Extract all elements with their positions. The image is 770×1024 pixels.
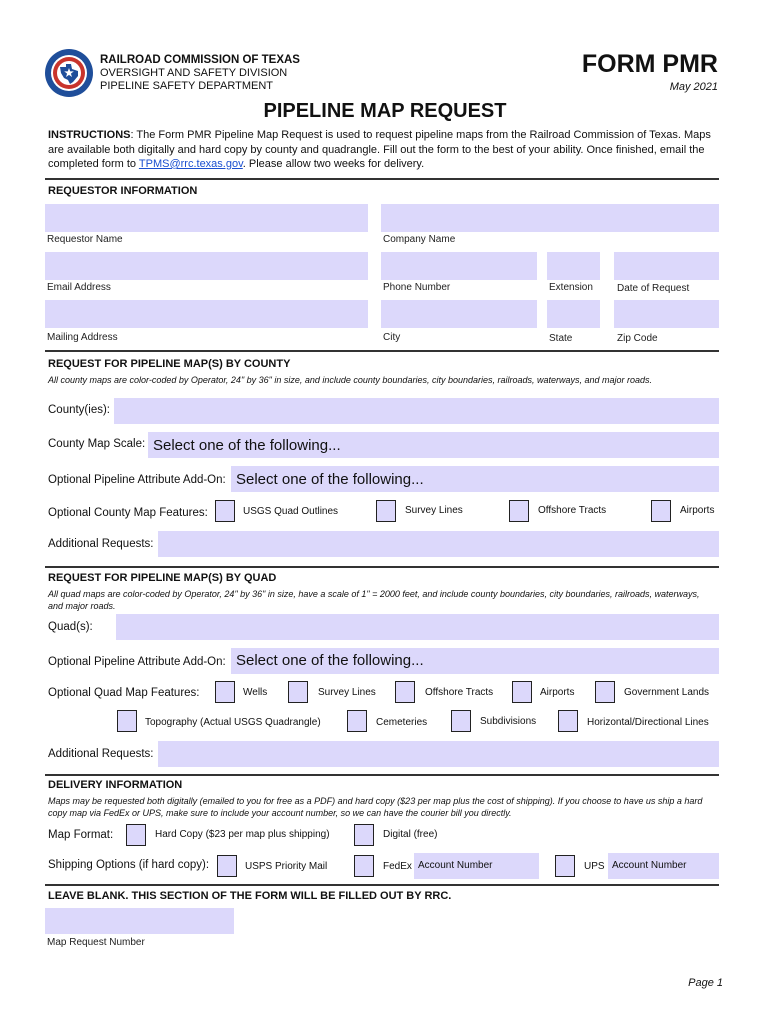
- seal-logo: [44, 48, 94, 98]
- quad-addon-label: Optional Pipeline Attribute Add-On:: [48, 656, 226, 668]
- quad-addon-value: Select one of the following...: [236, 652, 424, 669]
- ups-account-placeholder: Account Number: [612, 860, 687, 871]
- company-name-label: Company Name: [383, 234, 456, 245]
- quad-offshore-tracts-label: Offshore Tracts: [425, 687, 494, 698]
- county-note: All county maps are color-coded by Operator, 24" by 36" in size, and include county boundaries, city boundaries, railroads, waterways, and major roads.: [48, 375, 653, 385]
- quad-additional-label: Additional Requests:: [48, 748, 154, 760]
- division-name: OVERSIGHT AND SAFETY DIVISION: [100, 67, 288, 79]
- county-addon-label: Optional Pipeline Attribute Add-On:: [48, 474, 226, 486]
- state-field[interactable]: [547, 300, 600, 328]
- quad-airports-checkbox[interactable]: [512, 681, 532, 703]
- extension-label: Extension: [549, 282, 593, 293]
- digital-checkbox[interactable]: [354, 824, 374, 846]
- divider: [45, 350, 719, 352]
- zip-field[interactable]: [614, 300, 719, 328]
- quad-survey-lines-label: Survey Lines: [318, 687, 376, 698]
- topography-label: Topography (Actual USGS Quadrangle): [145, 717, 321, 728]
- digital-label: Digital (free): [383, 829, 438, 840]
- subdivisions-checkbox[interactable]: [451, 710, 471, 732]
- city-label: City: [383, 332, 401, 343]
- county-offshore-tracts-checkbox[interactable]: [509, 500, 529, 522]
- department-name: PIPELINE SAFETY DEPARTMENT: [100, 80, 273, 92]
- org-name: RAILROAD COMMISSION OF TEXAS: [100, 54, 300, 66]
- county-survey-lines-label: Survey Lines: [405, 505, 463, 516]
- map-request-number-label: Map Request Number: [47, 937, 145, 948]
- delivery-heading: DELIVERY INFORMATION: [48, 779, 183, 791]
- extension-field[interactable]: [547, 252, 600, 280]
- cemeteries-checkbox[interactable]: [347, 710, 367, 732]
- ups-checkbox[interactable]: [555, 855, 575, 877]
- ups-label: UPS: [584, 861, 605, 872]
- divider: [45, 884, 719, 886]
- map-format-label: Map Format:: [48, 829, 114, 841]
- quad-features-label: Optional Quad Map Features:: [48, 687, 200, 699]
- quads-label: Quad(s):: [48, 621, 93, 633]
- subdivisions-label: Subdivisions: [480, 716, 537, 727]
- city-field[interactable]: [381, 300, 537, 328]
- county-additional-label: Additional Requests:: [48, 538, 154, 550]
- instructions-label: INSTRUCTIONS: [48, 129, 131, 141]
- divider: [45, 774, 719, 776]
- county-survey-lines-checkbox[interactable]: [376, 500, 396, 522]
- counties-label: County(ies):: [48, 404, 110, 416]
- fedex-label: FedEx: [383, 861, 412, 872]
- request-date-field[interactable]: [614, 252, 719, 280]
- quad-note: All quad maps are color-coded by Operator, 24" by 36" in size, have a scale of 1" = 2000 feet, and include county boundaries, city boundaries, railroads, waterways, and major roads.: [48, 589, 700, 611]
- shipping-options-label: Shipping Options (if hard copy):: [48, 859, 210, 871]
- email-field[interactable]: [45, 252, 368, 280]
- page-title: PIPELINE MAP REQUEST: [263, 100, 507, 122]
- form-date: May 2021: [669, 81, 718, 93]
- fedex-checkbox[interactable]: [354, 855, 374, 877]
- mailing-address-label: Mailing Address: [47, 332, 118, 343]
- requestor-name-label: Requestor Name: [47, 234, 123, 245]
- instructions-text: : The Form PMR Pipeline Map Request is used to request pipeline maps from the Railroad Commission of Texas. Maps are available both digitally and hard copy by county and quadrangle. Fill out the form to the best of your ability. Once finished, email the completed form to: [48, 129, 711, 170]
- wells-checkbox[interactable]: [215, 681, 235, 703]
- page-number: Page 1: [688, 977, 723, 989]
- email-label: Email Address: [47, 282, 111, 293]
- usgs-quad-outlines-label: USGS Quad Outlines: [243, 506, 339, 517]
- usgs-quad-outlines-checkbox[interactable]: [215, 500, 235, 522]
- county-airports-checkbox[interactable]: [651, 500, 671, 522]
- divider: [45, 178, 719, 180]
- county-offshore-tracts-label: Offshore Tracts: [538, 505, 607, 516]
- email-link[interactable]: TPMS@rrc.texas.gov: [138, 158, 243, 170]
- quad-additional-field[interactable]: [158, 741, 719, 767]
- county-addon-value: Select one of the following...: [236, 471, 424, 488]
- requestor-heading: REQUESTOR INFORMATION: [48, 185, 198, 197]
- horizontal-directional-lines-checkbox[interactable]: [558, 710, 578, 732]
- state-label: State: [549, 333, 573, 344]
- county-scale-label: County Map Scale:: [48, 438, 146, 450]
- requestor-name-field[interactable]: [45, 204, 368, 232]
- request-date-label: Date of Request: [617, 283, 690, 294]
- company-name-field[interactable]: [381, 204, 719, 232]
- instructions: [48, 128, 720, 172]
- fedex-account-placeholder: Account Number: [418, 860, 493, 871]
- map-request-number-field[interactable]: [45, 908, 234, 934]
- government-lands-label: Government Lands: [624, 687, 710, 698]
- counties-field[interactable]: [114, 398, 719, 424]
- quads-field[interactable]: [116, 614, 719, 640]
- county-heading: REQUEST FOR PIPELINE MAP(S) BY COUNTY: [48, 358, 291, 370]
- hard-copy-checkbox[interactable]: [126, 824, 146, 846]
- zip-label: Zip Code: [617, 333, 658, 344]
- county-features-label: Optional County Map Features:: [48, 507, 208, 519]
- divider: [45, 566, 719, 568]
- topography-checkbox[interactable]: [117, 710, 137, 732]
- quad-offshore-tracts-checkbox[interactable]: [395, 681, 415, 703]
- phone-label: Phone Number: [383, 282, 451, 293]
- hard-copy-label: Hard Copy ($23 per map plus shipping): [155, 829, 330, 840]
- phone-field[interactable]: [381, 252, 537, 280]
- delivery-note: Maps may be requested both digitally (emailed to you for free as a PDF) and hard copy ($23 per map plus the cost of shipping). If you choose to have us ship a hard copy map via FedEx or UPS, make sure to include your account number, so we can have the courier bill you directly.: [48, 796, 703, 818]
- instructions-text-end: . Please allow two weeks for delivery.: [242, 158, 425, 170]
- cemeteries-label: Cemeteries: [376, 717, 428, 728]
- county-airports-label: Airports: [680, 505, 715, 516]
- wells-label: Wells: [243, 687, 268, 698]
- quad-heading: REQUEST FOR PIPELINE MAP(S) BY QUAD: [48, 572, 277, 584]
- county-additional-field[interactable]: [158, 531, 719, 557]
- quad-airports-label: Airports: [540, 687, 575, 698]
- form-id: FORM PMR: [581, 50, 718, 78]
- usps-label: USPS Priority Mail: [245, 861, 328, 872]
- government-lands-checkbox[interactable]: [595, 681, 615, 703]
- rrc-heading: LEAVE BLANK. THIS SECTION OF THE FORM WILL BE FILLED OUT BY RRC.: [48, 890, 452, 902]
- horizontal-directional-lines-label: Horizontal/Directional Lines: [587, 717, 709, 728]
- county-scale-value: Select one of the following...: [153, 437, 341, 454]
- usps-checkbox[interactable]: [217, 855, 237, 877]
- mailing-address-field[interactable]: [45, 300, 368, 328]
- quad-survey-lines-checkbox[interactable]: [288, 681, 308, 703]
